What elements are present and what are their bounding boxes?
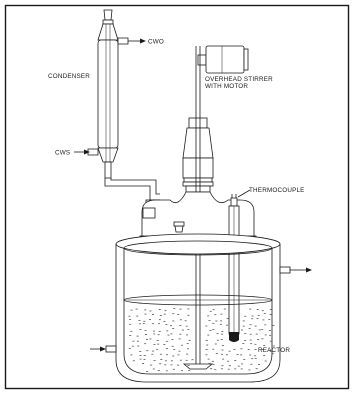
liquid-stipple-mark (233, 349, 235, 350)
liquid-stipple-mark (208, 359, 210, 360)
liquid-stipple-mark (140, 359, 142, 360)
liquid-stipple-mark (187, 309, 189, 310)
liquid-stipple-mark (153, 369, 155, 370)
liquid-stipple-mark (187, 315, 189, 316)
liquid-stipple-mark (172, 346, 174, 347)
liquid-stipple-mark (261, 329, 263, 330)
liquid-stipple-mark (163, 344, 165, 345)
liquid-stipple-mark (146, 339, 148, 340)
liquid-stipple-mark (214, 314, 216, 315)
liquid-stipple-mark (240, 355, 242, 356)
liquid-stipple-mark (189, 340, 191, 341)
liquid-stipple-mark (269, 335, 271, 336)
liquid-stipple-mark (234, 369, 236, 370)
liquid-stipple-mark (249, 309, 251, 310)
liquid-stipple-mark (188, 370, 190, 371)
liquid-stipple-mark (182, 330, 184, 331)
liquid-stipple-mark (238, 366, 240, 367)
liquid-stipple-mark (145, 330, 147, 331)
thermocouple-label: THERMOCOUPLE (249, 187, 305, 194)
liquid-stipple-mark (207, 335, 209, 336)
liquid-stipple-mark (254, 344, 256, 345)
liquid-stipple-mark (142, 363, 144, 364)
liquid-stipple-mark (159, 331, 161, 332)
liquid-stipple-mark (137, 341, 139, 342)
liquid-stipple-mark (212, 361, 214, 362)
liquid-stipple-mark (149, 339, 151, 340)
liquid-stipple-mark (244, 316, 246, 317)
liquid-stipple-mark (139, 351, 141, 352)
liquid-stipple-mark (222, 359, 224, 360)
liquid-stipple-mark (262, 320, 264, 321)
liquid-stipple-mark (179, 334, 181, 335)
liquid-stipple-mark (172, 328, 174, 329)
liquid-stipple-mark (163, 321, 165, 322)
liquid-stipple-mark (212, 329, 214, 330)
liquid-stipple-mark (158, 334, 160, 335)
liquid-stipple-mark (228, 369, 230, 370)
liquid-stipple-mark (187, 348, 189, 349)
liquid-stipple-mark (144, 355, 146, 356)
liquid-stipple-mark (244, 340, 246, 341)
jacket-inlet-port (90, 346, 116, 352)
liquid-stipple-mark (257, 339, 259, 340)
liquid-stipple-mark (129, 348, 131, 349)
liquid-stipple-mark (153, 344, 155, 345)
liquid-stipple-mark (227, 318, 229, 319)
liquid-stipple-mark (179, 351, 181, 352)
liquid-stipple-mark (221, 339, 223, 340)
liquid-stipple-mark (250, 343, 252, 344)
liquid-stipple-mark (237, 354, 239, 355)
liquid-stipple-mark (270, 314, 272, 315)
liquid-stipple-mark (215, 321, 217, 322)
liquid-stipple-mark (180, 319, 182, 320)
diagram-frame (6, 6, 349, 389)
liquid-stipple-mark (166, 354, 168, 355)
liquid-stipple-mark (220, 321, 222, 322)
liquid-stipple-mark (140, 355, 142, 356)
liquid-stipple-mark (229, 365, 231, 366)
liquid-stipple-mark (265, 335, 267, 336)
liquid-stipple-mark (152, 323, 154, 324)
liquid-stipple-mark (130, 355, 132, 356)
liquid-stipple-mark (212, 323, 214, 324)
liquid-stipple-mark (220, 314, 222, 315)
stirrer-label-line1: OVERHEAD STIRRER (205, 76, 273, 83)
liquid-stipple-mark (255, 349, 257, 350)
liquid-stipple-mark (256, 334, 258, 335)
liquid-stipple-mark (220, 324, 222, 325)
liquid-stipple-mark (252, 316, 254, 317)
liquid-stipple-mark (229, 351, 231, 352)
liquid-stipple-mark (251, 318, 253, 319)
liquid-stipple-mark (159, 309, 161, 310)
liquid-stipple-mark (221, 334, 223, 335)
overhead-stirrer-motor (196, 46, 248, 73)
liquid-stipple-mark (165, 324, 167, 325)
liquid-stipple-mark (171, 360, 173, 361)
liquid-stipple-mark (170, 334, 172, 335)
liquid-stipple-mark (186, 360, 188, 361)
liquid-stipple-mark (263, 355, 265, 356)
liquid-stipple-mark (240, 348, 242, 349)
liquid-stipple-mark (149, 311, 151, 312)
liquid-stipple-mark (226, 325, 228, 326)
liquid-stipple-mark (160, 359, 162, 360)
liquid-stipple-mark (256, 368, 258, 369)
liquid-stipple-mark (241, 330, 243, 331)
liquid-stipple-mark (250, 340, 252, 341)
liquid-stipple-mark (215, 344, 217, 345)
liquid-stipple-mark (152, 314, 154, 315)
liquid-stipple-mark (255, 358, 257, 359)
liquid-stipple-mark (187, 329, 189, 330)
liquid-stipple-mark (172, 321, 174, 322)
liquid-stipple-mark (185, 320, 187, 321)
liquid-stipple-mark (257, 318, 259, 319)
liquid-stipple-mark (137, 336, 139, 337)
liquid-stipple-mark (166, 341, 168, 342)
liquid-stipple-mark (173, 369, 175, 370)
liquid-stipple-mark (192, 359, 194, 360)
liquid-stipple-mark (139, 329, 141, 330)
liquid-stipple-mark (157, 344, 159, 345)
liquid-stipple-mark (138, 320, 140, 321)
stirrer-label-line2: WITH MOTOR (205, 83, 249, 90)
liquid-stipple-mark (129, 324, 131, 325)
liquid-stipple-mark (177, 314, 179, 315)
liquid-stipple-mark (206, 349, 208, 350)
liquid-stipple-mark (172, 313, 174, 314)
liquid-stipple-mark (143, 321, 145, 322)
liquid-stipple-mark (158, 370, 160, 371)
liquid-stipple-mark (221, 354, 223, 355)
liquid-stipple-mark (132, 341, 134, 342)
liquid-stipple-mark (131, 310, 133, 311)
liquid-stipple-mark (129, 335, 131, 336)
liquid-stipple-mark (250, 324, 252, 325)
liquid-stipple-mark (149, 319, 151, 320)
liquid-stipple-mark (164, 314, 166, 315)
liquid-stipple-mark (221, 331, 223, 332)
liquid-stipple-mark (171, 339, 173, 340)
liquid-stipple-mark (129, 319, 131, 320)
condenser (98, 10, 118, 178)
liquid-stipple-mark (133, 360, 135, 361)
liquid-stipple-mark (128, 316, 130, 317)
liquid-stipple-mark (206, 354, 208, 355)
liquid-stipple-mark (243, 326, 245, 327)
liquid-stipple-mark (273, 325, 275, 326)
liquid-stipple-mark (165, 360, 167, 361)
liquid-stipple-mark (164, 310, 166, 311)
cwo-port (118, 38, 164, 46)
liquid-stipple-mark (249, 355, 251, 356)
liquid-stipple-mark (130, 331, 132, 332)
liquid-stipple-mark (217, 333, 219, 334)
liquid-stipple-mark (173, 349, 175, 350)
liquid-stipple-mark (186, 335, 188, 336)
liquid-stipple-mark (216, 353, 218, 354)
liquid-stipple-mark (248, 370, 250, 371)
cws-label: CWS (55, 149, 71, 157)
liquid-stipple-mark (153, 331, 155, 332)
liquid-stipple-mark (152, 351, 154, 352)
liquid-stipple-mark (173, 308, 175, 309)
cws-port (55, 149, 98, 157)
liquid-stipple-mark (255, 326, 257, 327)
liquid-stipple-mark (221, 368, 223, 369)
condenser-label: CONDENSER (48, 73, 91, 80)
liquid-stipple-mark (168, 335, 170, 336)
liquid-stipple-mark (157, 340, 159, 341)
liquid-stipple-mark (258, 315, 260, 316)
liquid-stipple-mark (210, 311, 212, 312)
liquid-stipple-mark (166, 370, 168, 371)
liquid-stipple-mark (180, 360, 182, 361)
liquid-stipple-mark (264, 325, 266, 326)
reactor-label: REACTOR (258, 347, 291, 354)
liquid-stipple-mark (186, 354, 188, 355)
liquid-stipple-mark (145, 334, 147, 335)
liquid-stipple-mark (268, 319, 270, 320)
liquid-stipple-mark (264, 313, 266, 314)
liquid-stipple-mark (154, 360, 156, 361)
liquid-stipple-mark (214, 369, 216, 370)
liquid-stipple-mark (144, 343, 146, 344)
liquid-stipple-mark (209, 330, 211, 331)
reactor-vessel (116, 234, 280, 382)
liquid-stipple-mark (179, 325, 181, 326)
liquid-stipple-mark (137, 346, 139, 347)
liquid-stipple-mark (222, 345, 224, 346)
liquid-stipple-mark (181, 345, 183, 346)
liquid-stipple-mark (144, 359, 146, 360)
liquid-stipple-mark (144, 314, 146, 315)
liquid-stipple-mark (206, 345, 208, 346)
liquid-stipple-mark (251, 358, 253, 359)
liquid-stipple-mark (241, 369, 243, 370)
liquid-stipple-mark (207, 316, 209, 317)
liquid-stipple-mark (156, 349, 158, 350)
liquid-stipple-mark (170, 325, 172, 326)
liquid-stipple-mark (250, 334, 252, 335)
liquid-stipple-mark (213, 309, 215, 310)
liquid-stipple-mark (234, 360, 236, 361)
liquid-stipple-mark (172, 356, 174, 357)
liquid-stipple-mark (159, 363, 161, 364)
liquid-stipple-mark (209, 320, 211, 321)
liquid-stipple-mark (212, 349, 214, 350)
liquid-stipple-mark (269, 330, 271, 331)
liquid-stipple-mark (158, 323, 160, 324)
liquid-stipple-mark (136, 309, 138, 310)
liquid-stipple-mark (178, 355, 180, 356)
liquid-stipple-mark (254, 355, 256, 356)
liquid-stipple-mark (160, 315, 162, 316)
liquid-stipple-mark (265, 361, 267, 362)
liquid-stipple-mark (222, 365, 224, 366)
liquid-stipple-mark (249, 328, 251, 329)
liquid-stipple-mark (153, 334, 155, 335)
liquid-stipple-mark (187, 343, 189, 344)
liquid-stipple-mark (171, 365, 173, 366)
liquid-stipple-mark (146, 371, 148, 372)
liquid-stipple-mark (150, 365, 152, 366)
liquid-stipple-mark (166, 348, 168, 349)
liquid-stipple-mark (136, 316, 138, 317)
liquid-stipple-mark (261, 338, 263, 339)
liquid-stipple-mark (243, 321, 245, 322)
liquid-stipple-mark (248, 349, 250, 350)
liquid-stipple-mark (143, 323, 145, 324)
liquid-stipple-mark (270, 309, 272, 310)
liquid-stipple-mark (226, 354, 228, 355)
reaction-liquid (128, 308, 274, 372)
liquid-stipple-mark (206, 340, 208, 341)
liquid-stipple-mark (159, 319, 161, 320)
liquid-stipple-mark (209, 363, 211, 364)
liquid-stipple-mark (263, 345, 265, 346)
liquid-stipple-mark (259, 330, 261, 331)
liquid-stipple-mark (250, 364, 252, 365)
jacket-outlet-port (280, 267, 312, 273)
liquid-stipple-mark (188, 365, 190, 366)
liquid-stipple-mark (222, 350, 224, 351)
liquid-stipple-mark (242, 343, 244, 344)
liquid-stipple-mark (205, 326, 207, 327)
liquid-stipple-mark (186, 326, 188, 327)
liquid-stipple-mark (144, 310, 146, 311)
liquid-stipple-mark (270, 341, 272, 342)
center-neck-assembly (183, 118, 213, 192)
liquid-stipple-mark (177, 365, 179, 366)
liquid-stipple-mark (227, 361, 229, 362)
liquid-stipple-mark (224, 309, 226, 310)
liquid-stipple-mark (146, 350, 148, 351)
liquid-stipple-mark (160, 354, 162, 355)
liquid-stipple-mark (262, 310, 264, 311)
liquid-stipple-mark (241, 364, 243, 365)
liquid-stipple-mark (210, 368, 212, 369)
liquid-stipple-mark (244, 333, 246, 334)
liquid-stipple-mark (257, 309, 259, 310)
liquid-stipple-mark (166, 331, 168, 332)
liquid-stipple-mark (213, 364, 215, 365)
liquid-stipple-mark (258, 364, 260, 365)
liquid-stipple-mark (139, 323, 141, 324)
liquid-stipple-mark (132, 346, 134, 347)
liquid-stipple-mark (179, 339, 181, 340)
liquid-stipple-mark (181, 370, 183, 371)
cwo-label: CWO (148, 38, 164, 46)
liquid-stipple-mark (151, 354, 153, 355)
liquid-stipple-mark (164, 364, 166, 365)
liquid-stipple-mark (243, 359, 245, 360)
liquid-stipple-mark (217, 340, 219, 341)
liquid-stipple-mark (180, 309, 182, 310)
